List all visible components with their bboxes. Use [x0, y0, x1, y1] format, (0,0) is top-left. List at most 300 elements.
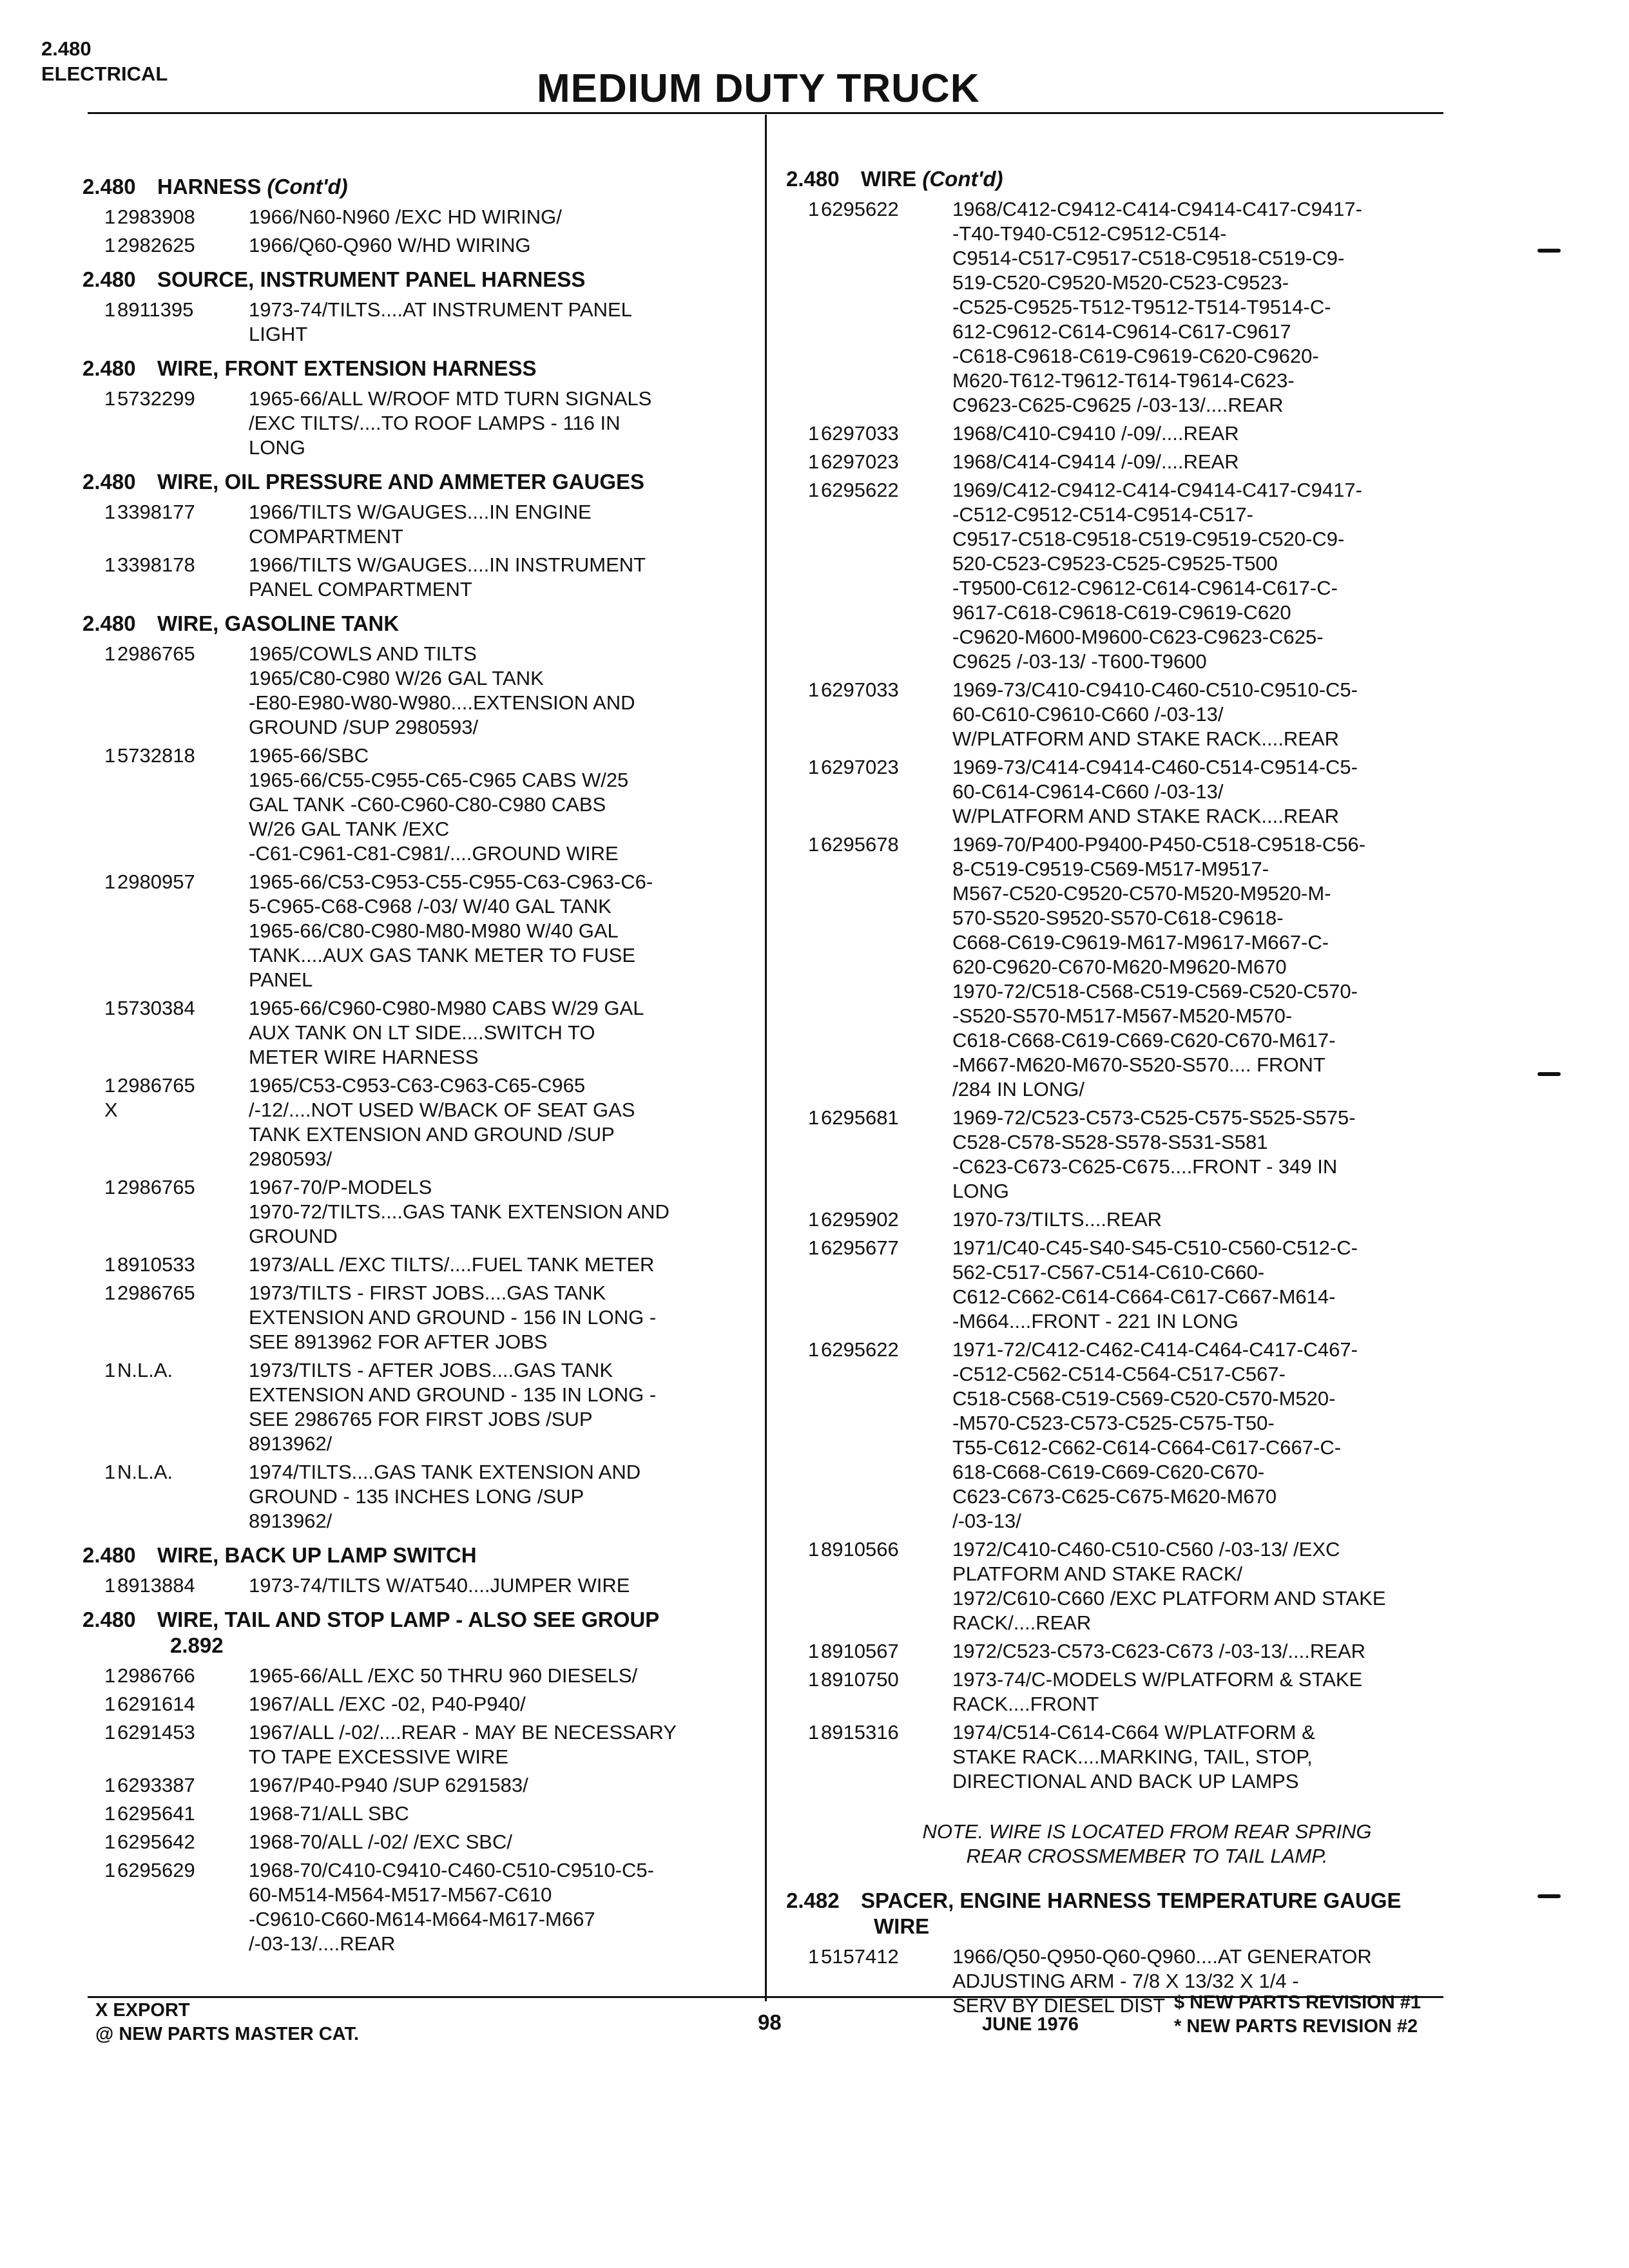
part-row: [82, 1281, 753, 1354]
section-number: 2.480: [41, 37, 92, 60]
margin-mark: [1537, 1072, 1561, 1076]
section-continued: (Cont'd): [922, 167, 1003, 191]
section-heading: [82, 174, 753, 200]
part-row: [786, 1537, 1456, 1635]
part-description: [952, 1207, 1456, 1232]
description-line: C612-C662-C614-C664-C617-C667-M614-: [952, 1285, 1336, 1308]
description-line: 1967/P40-P940 /SUP 6291583/: [249, 1774, 528, 1796]
section-number: 2.480: [82, 267, 136, 291]
quantity: 1: [104, 1664, 116, 1687]
part-description: [249, 1073, 753, 1171]
section-heading: [82, 1542, 753, 1568]
part-row: [82, 553, 753, 602]
section-title: SOURCE, INSTRUMENT PANEL HARNESS: [157, 267, 586, 291]
part-number: 6295642: [117, 1831, 195, 1853]
section-number: 2.480: [82, 470, 136, 494]
part-number: 5732818: [117, 744, 195, 767]
quantity: 1: [808, 756, 820, 778]
part-row: [786, 832, 1456, 1102]
part-row: [82, 1573, 753, 1598]
description-line: -E80-E980-W80-W980....EXTENSION AND: [249, 691, 635, 714]
part-row: [786, 755, 1456, 829]
part-number: 6295681: [821, 1106, 899, 1129]
part-number: 6295622: [821, 479, 899, 501]
section-name: ELECTRICAL: [41, 62, 168, 85]
description-line: GROUND: [249, 1225, 338, 1247]
description-line: DIRECTIONAL AND BACK UP LAMPS: [952, 1770, 1299, 1792]
quantity: 1: [104, 501, 116, 523]
description-line: 520-C523-C9523-C525-C9525-T500: [952, 552, 1278, 575]
description-line: 1969-72/C523-C573-C525-C575-S525-S575-: [952, 1106, 1356, 1129]
part-row: [82, 1253, 753, 1277]
part-number: 6295622: [821, 198, 899, 220]
quantity: 1: [104, 298, 116, 321]
part-number: 2986765: [117, 642, 195, 665]
part-row: [82, 1175, 753, 1249]
description-line: 1971/C40-C45-S40-S45-C510-C560-C512-C-: [952, 1236, 1358, 1259]
part-row: [786, 450, 1456, 474]
description-line: EXTENSION AND GROUND - 156 IN LONG -: [249, 1306, 657, 1329]
description-line: 1971-72/C412-C462-C414-C464-C417-C467-: [952, 1338, 1358, 1361]
section-title: WIRE, FRONT EXTENSION HARNESS: [157, 356, 537, 380]
part-row: [786, 1639, 1456, 1664]
quantity: 1: [808, 1721, 820, 1744]
description-line: 1965-66/ALL W/ROOF MTD TURN SIGNALS: [249, 387, 652, 410]
part-row: [82, 1073, 753, 1171]
left-column: [82, 165, 753, 1960]
description-line: AUX TANK ON LT SIDE....SWITCH TO: [249, 1021, 595, 1044]
quantity: 1: [808, 450, 820, 473]
part-row: [786, 1338, 1456, 1533]
part-row: [82, 233, 753, 258]
part-description: [952, 1236, 1456, 1334]
part-row: [786, 1720, 1456, 1794]
part-row: [82, 996, 753, 1070]
quantity: 1: [104, 1574, 116, 1597]
part-number: 8910567: [821, 1640, 899, 1662]
description-line: METER WIRE HARNESS: [249, 1046, 479, 1068]
part-description: [249, 870, 753, 992]
part-number: 8910566: [821, 1538, 899, 1561]
part-number: 6297033: [821, 422, 899, 445]
description-line: -M570-C523-C573-C525-C575-T50-: [952, 1412, 1275, 1434]
part-number: 8911395: [117, 298, 194, 321]
section-number: 2.482: [786, 1888, 840, 1912]
description-line: /-03-13/: [952, 1510, 1021, 1532]
part-row: [786, 478, 1456, 674]
part-description: [249, 1858, 753, 1956]
part-number: 2980957: [117, 870, 195, 893]
description-line: T55-C612-C662-C614-C664-C617-C667-C-: [952, 1436, 1342, 1459]
quantity: 1: [104, 1859, 116, 1881]
part-row: [82, 500, 753, 549]
quantity: 1: [808, 1236, 820, 1259]
section-title: WIRE, TAIL AND STOP LAMP - ALSO SEE GROUP: [157, 1608, 660, 1631]
description-line: 1965-66/SBC: [249, 744, 369, 767]
export-note: X EXPORT: [95, 2000, 190, 2021]
page-number: 98: [758, 2010, 782, 2034]
description-line: 1967-70/P-MODELS: [249, 1176, 432, 1198]
section-heading: [786, 1888, 1456, 1939]
section-title: WIRE, GASOLINE TANK: [157, 611, 400, 635]
quantity: 1: [808, 833, 820, 856]
quantity: 1: [104, 1693, 116, 1715]
quantity: 1: [104, 1176, 116, 1198]
part-description: [952, 1106, 1456, 1204]
part-number: 3398177: [117, 501, 195, 523]
description-line: 1966/TILTS W/GAUGES....IN INSTRUMENT: [249, 553, 646, 576]
part-number: N.L.A.: [117, 1461, 173, 1483]
description-line: 8-C519-C9519-C569-M517-M9517-: [952, 858, 1269, 880]
section-number: 2.480: [82, 175, 136, 198]
description-line: -C512-C9512-C514-C9514-C517-: [952, 503, 1253, 526]
part-description: [249, 1773, 753, 1798]
description-line: -C9620-M600-M9600-C623-C9623-C625-: [952, 626, 1324, 648]
part-row: [82, 1830, 753, 1854]
part-description: [249, 996, 753, 1070]
part-row: [82, 1664, 753, 1688]
description-line: C9517-C518-C9518-C519-C9519-C520-C9-: [952, 528, 1345, 550]
margin-mark: [1537, 249, 1561, 253]
section-heading: [786, 166, 1456, 192]
part-number: 6295629: [117, 1859, 195, 1881]
description-line: 1966/N60-N960 /EXC HD WIRING/: [249, 206, 562, 228]
part-description: [952, 1338, 1456, 1533]
part-number: 6295902: [821, 1208, 899, 1231]
description-line: /EXC TILTS/....TO ROOF LAMPS - 116 IN: [249, 412, 621, 434]
description-line: 1968-70/ALL /-02/ /EXC SBC/: [249, 1831, 512, 1853]
part-description: [249, 205, 753, 229]
description-line: 620-C9620-C670-M620-M9620-M670: [952, 956, 1287, 978]
description-line: 1968-70/C410-C9410-C460-C510-C9510-C5-: [249, 1859, 654, 1881]
quantity: 1: [808, 1106, 820, 1129]
section-heading: [82, 1607, 753, 1658]
section-heading: [82, 611, 753, 637]
part-number: 8915316: [821, 1721, 899, 1744]
part-description: [249, 1692, 753, 1716]
description-line: /284 IN LONG/: [952, 1078, 1085, 1100]
description-line: 60-C614-C9614-C660 /-03-13/: [952, 780, 1224, 803]
description-line: PLATFORM AND STAKE RACK/: [952, 1562, 1243, 1585]
description-line: 1966/TILTS W/GAUGES....IN ENGINE: [249, 501, 592, 523]
part-number: 5732299: [117, 387, 195, 410]
quantity: 1: [104, 642, 116, 665]
description-line: SERV BY DIESEL DIST: [952, 1994, 1166, 2017]
quantity: 1: [808, 1208, 820, 1231]
description-line: /-03-13/....REAR: [249, 1932, 396, 1955]
margin-mark: [1537, 1894, 1561, 1898]
part-description: [249, 744, 753, 866]
part-description: [952, 832, 1456, 1102]
description-line: 1967/ALL /-02/....REAR - MAY BE NECESSARY: [249, 1721, 677, 1744]
part-description: [952, 678, 1456, 751]
description-line: 1973/TILTS - AFTER JOBS....GAS TANK: [249, 1359, 613, 1381]
section-number: 2.480: [82, 611, 136, 635]
section-number: 2.480: [82, 1543, 136, 1567]
description-line: 1968-71/ALL SBC: [249, 1802, 409, 1825]
section-title-continued: 2.892: [170, 1633, 224, 1657]
part-row: [786, 421, 1456, 446]
part-description: [249, 1830, 753, 1854]
description-line: 1965/C80-C980 W/26 GAL TANK: [249, 667, 544, 689]
description-line: -C525-C9525-T512-T9512-T514-T9514-C-: [952, 296, 1331, 318]
part-description: [952, 755, 1456, 829]
part-number: 6297023: [821, 756, 899, 778]
description-line: -M664....FRONT - 221 IN LONG: [952, 1310, 1239, 1332]
part-row: [82, 642, 753, 740]
description-line: 612-C9612-C614-C9614-C617-C9617: [952, 320, 1291, 343]
part-description: [952, 197, 1456, 418]
description-line: 1966/Q50-Q950-Q60-Q960....AT GENERATOR: [952, 1945, 1372, 1968]
description-line: -C512-C562-C514-C564-C517-C567-: [952, 1363, 1286, 1385]
part-row: [786, 1667, 1456, 1716]
quantity: 1: [104, 1282, 116, 1304]
quantity: 1: [104, 234, 116, 256]
part-description: [249, 1175, 753, 1249]
note: [786, 1820, 1456, 1869]
section-title: WIRE: [861, 167, 917, 191]
description-line: 1965-66/C960-C980-M980 CABS W/29 GAL: [249, 997, 644, 1019]
part-number: 6295677: [821, 1236, 899, 1259]
part-description: [249, 553, 753, 602]
section-number: 2.480: [82, 1608, 136, 1631]
description-line: SEE 2986765 FOR FIRST JOBS /SUP: [249, 1408, 593, 1430]
part-row: [82, 1720, 753, 1769]
quantity: 1: [808, 422, 820, 445]
quantity: 1: [808, 1668, 820, 1691]
description-line: -M667-M620-M670-S520-S570.... FRONT: [952, 1053, 1325, 1076]
description-line: 1968/C412-C9412-C414-C9414-C417-C9417-: [952, 198, 1362, 220]
description-line: 1972/C523-C573-C623-C673 /-03-13/....REAR: [952, 1640, 1366, 1662]
description-line: 8913962/: [249, 1432, 333, 1455]
description-line: -T40-T940-C512-C9512-C514-: [952, 222, 1227, 245]
part-row: [82, 298, 753, 347]
description-line: -C623-C673-C625-C675....FRONT - 349 IN: [952, 1155, 1338, 1178]
description-line: STAKE RACK....MARKING, TAIL, STOP,: [952, 1745, 1313, 1768]
part-number: 2986766: [117, 1664, 195, 1687]
part-row: [786, 1207, 1456, 1232]
part-description: [249, 642, 753, 740]
description-line: PANEL COMPARTMENT: [249, 578, 472, 601]
description-line: LONG: [952, 1180, 1009, 1202]
description-line: 1969-73/C414-C9414-C460-C514-C9514-C5-: [952, 756, 1358, 778]
part-number: 6295678: [821, 833, 899, 856]
description-line: 1965/C53-C953-C63-C963-C65-C965: [249, 1074, 586, 1097]
description-line: GROUND /SUP 2980593/: [249, 716, 479, 738]
part-description: [249, 1281, 753, 1354]
part-number: 6297023: [821, 450, 899, 473]
description-line: RACK/....REAR: [952, 1611, 1092, 1634]
header-section-label: [41, 36, 168, 86]
description-line: C618-C668-C619-C669-C620-C670-M617-: [952, 1029, 1336, 1052]
description-line: C623-C673-C625-C675-M620-M670: [952, 1485, 1277, 1508]
description-line: 1965/COWLS AND TILTS: [249, 642, 477, 665]
description-line: GROUND - 135 INCHES LONG /SUP: [249, 1485, 584, 1508]
description-line: 1973/ALL /EXC TILTS/....FUEL TANK METER: [249, 1253, 655, 1276]
description-line: W/PLATFORM AND STAKE RACK....REAR: [952, 805, 1339, 827]
section-title: HARNESS: [157, 175, 262, 198]
description-line: 8913962/: [249, 1510, 333, 1532]
page-title: MEDIUM DUTY TRUCK: [537, 66, 980, 111]
description-line: LONG: [249, 436, 305, 459]
description-line: 1970-73/TILTS....REAR: [952, 1208, 1162, 1231]
footer-right: [1174, 1991, 1421, 2039]
column-divider: [765, 115, 767, 2001]
part-row: [82, 1358, 753, 1456]
description-line: -S520-S570-M517-M567-M520-M570-: [952, 1004, 1293, 1027]
note-line: NOTE. WIRE IS LOCATED FROM REAR SPRING: [922, 1820, 1372, 1843]
description-line: 1965-66/C55-C955-C65-C965 CABS W/25: [249, 769, 629, 791]
quantity: 1: [104, 1721, 116, 1744]
part-description: [249, 233, 753, 258]
description-line: 1973-74/TILTS....AT INSTRUMENT PANEL: [249, 298, 632, 321]
quantity: 1: [104, 1359, 116, 1381]
section-title: SPACER, ENGINE HARNESS TEMPERATURE GAUGE: [861, 1888, 1402, 1912]
quantity: 1: [808, 678, 820, 701]
description-line: 60-M514-M564-M517-M567-C610: [249, 1883, 552, 1906]
description-line: /-12/....NOT USED W/BACK OF SEAT GAS: [249, 1099, 635, 1121]
description-line: 1968/C410-C9410 /-09/....REAR: [952, 422, 1239, 445]
part-number: N.L.A.: [117, 1359, 173, 1381]
quantity: 1: [104, 1461, 116, 1483]
part-description: [249, 387, 753, 460]
description-line: 1974/C514-C614-C664 W/PLATFORM &: [952, 1721, 1315, 1744]
part-description: [952, 1667, 1456, 1716]
description-line: -C9610-C660-M614-M664-M617-M667: [249, 1908, 595, 1930]
footer-left: [95, 1999, 359, 2046]
description-line: 1973/TILTS - FIRST JOBS....GAS TANK: [249, 1282, 606, 1304]
description-line: 1969/C412-C9412-C414-C9414-C417-C9417-: [952, 479, 1362, 501]
quantity: 1: [104, 387, 116, 410]
description-line: RACK....FRONT: [952, 1693, 1099, 1715]
part-number: 6291614: [117, 1693, 195, 1715]
part-number: 6291453: [117, 1721, 195, 1744]
description-line: TO TAPE EXCESSIVE WIRE: [249, 1745, 509, 1768]
part-row: [82, 1773, 753, 1798]
description-line: 1970-72/TILTS....GAS TANK EXTENSION AND: [249, 1200, 670, 1223]
part-number: 3398178: [117, 553, 195, 576]
part-number: 2986765: [117, 1074, 195, 1097]
description-line: 570-S520-S9520-S570-C618-C9618-: [952, 907, 1284, 929]
description-line: EXTENSION AND GROUND - 135 IN LONG -: [249, 1383, 657, 1406]
description-line: 1974/TILTS....GAS TANK EXTENSION AND: [249, 1461, 641, 1483]
part-number: 6295641: [117, 1802, 195, 1825]
description-line: M620-T612-T9612-T614-T9614-C623-: [952, 369, 1295, 392]
description-line: SEE 8913962 FOR AFTER JOBS: [249, 1331, 548, 1353]
revision-2: * NEW PARTS REVISION #2: [1174, 2016, 1418, 2037]
description-line: 1965-66/ALL /EXC 50 THRU 960 DIESELS/: [249, 1664, 638, 1687]
part-description: [249, 1720, 753, 1769]
description-line: 1972/C610-C660 /EXC PLATFORM AND STAKE: [952, 1587, 1386, 1610]
part-number: 2986765: [117, 1282, 195, 1304]
part-description: [249, 500, 753, 549]
part-row: [82, 1460, 753, 1533]
quantity: 1 X: [104, 1074, 118, 1121]
description-line: 1969-73/C410-C9410-C460-C510-C9510-C5-: [952, 678, 1358, 701]
part-description: [249, 298, 753, 347]
part-row: [82, 744, 753, 866]
description-line: C518-C568-C519-C569-C520-C570-M520-: [952, 1387, 1336, 1410]
part-number: 2982625: [117, 234, 195, 256]
right-column: [786, 157, 1456, 2022]
quantity: 1: [808, 479, 820, 501]
description-line: 1972/C410-C460-C510-C560 /-03-13/ /EXC: [952, 1538, 1340, 1561]
description-line: LIGHT: [249, 323, 308, 345]
quantity: 1: [104, 744, 116, 767]
part-description: [952, 1720, 1456, 1794]
part-description: [249, 1573, 753, 1598]
part-number: 2986765: [117, 1176, 195, 1198]
description-line: ADJUSTING ARM - 7/8 X 13/32 X 1/4 -: [952, 1970, 1299, 1992]
quantity: 1: [104, 870, 116, 893]
description-line: -C61-C961-C81-C981/....GROUND WIRE: [249, 842, 619, 865]
quantity: 1: [808, 1338, 820, 1361]
description-line: TANK EXTENSION AND GROUND /SUP: [249, 1123, 615, 1146]
description-line: -T9500-C612-C9612-C614-C9614-C617-C-: [952, 577, 1338, 599]
master-cat-note: @ NEW PARTS MASTER CAT.: [95, 2024, 360, 2044]
description-line: C668-C619-C9619-M617-M9617-M667-C-: [952, 931, 1329, 954]
section-continued: (Cont'd): [267, 175, 348, 198]
part-row: [82, 870, 753, 992]
part-description: [249, 1253, 753, 1277]
description-line: 5-C965-C68-C968 /-03/ W/40 GAL TANK: [249, 895, 612, 918]
description-line: PANEL: [249, 968, 313, 991]
description-line: 2980593/: [249, 1148, 333, 1170]
part-description: [249, 1358, 753, 1456]
section-title-continued: WIRE: [874, 1914, 930, 1938]
description-line: W/PLATFORM AND STAKE RACK....REAR: [952, 727, 1339, 750]
part-description: [249, 1664, 753, 1688]
part-row: [82, 205, 753, 229]
part-row: [786, 1236, 1456, 1334]
header-rule: [88, 112, 1443, 114]
description-line: C9625 /-03-13/ -T600-T9600: [952, 650, 1207, 673]
description-line: 1967/ALL /EXC -02, P40-P940/: [249, 1693, 526, 1715]
revision-1: $ NEW PARTS REVISION #1: [1174, 1992, 1421, 2013]
description-line: 562-C517-C567-C514-C610-C660-: [952, 1261, 1265, 1283]
description-line: 1965-66/C53-C953-C55-C955-C63-C963-C6-: [249, 870, 653, 893]
description-line: 519-C520-C9520-M520-C523-C9523-: [952, 271, 1289, 294]
part-number: 6297033: [821, 678, 899, 701]
quantity: 1: [104, 1774, 116, 1796]
part-row: [786, 678, 1456, 751]
quantity: 1: [104, 997, 116, 1019]
description-line: C9623-C625-C9625 /-03-13/....REAR: [952, 394, 1284, 416]
note-line: REAR CROSSMEMBER TO TAIL LAMP.: [966, 1845, 1328, 1867]
part-row: [786, 197, 1456, 418]
section-heading: [82, 469, 753, 495]
quantity: 1: [808, 1538, 820, 1561]
description-line: W/26 GAL TANK /EXC: [249, 818, 450, 840]
part-row: [786, 1106, 1456, 1204]
section-title: WIRE, BACK UP LAMP SWITCH: [157, 1543, 477, 1567]
part-description: [952, 478, 1456, 674]
description-line: 1965-66/C80-C980-M80-M980 W/40 GAL: [249, 919, 619, 942]
section-title: WIRE, OIL PRESSURE AND AMMETER GAUGES: [157, 470, 645, 494]
description-line: 1966/Q60-Q960 W/HD WIRING: [249, 234, 531, 256]
description-line: 9617-C618-C9618-C619-C9619-C620: [952, 601, 1291, 624]
quantity: 1: [104, 1253, 116, 1276]
description-line: C9514-C517-C9517-C518-C9518-C519-C9-: [952, 247, 1345, 269]
part-number: 8910533: [117, 1253, 195, 1276]
part-row: [82, 387, 753, 460]
part-row: [82, 1858, 753, 1956]
part-description: [249, 1802, 753, 1826]
part-number: 6295622: [821, 1338, 899, 1361]
description-line: 618-C668-C619-C669-C620-C670-: [952, 1461, 1265, 1483]
section-number: 2.480: [786, 167, 840, 191]
footer-date: JUNE 1976: [982, 2014, 1079, 2035]
